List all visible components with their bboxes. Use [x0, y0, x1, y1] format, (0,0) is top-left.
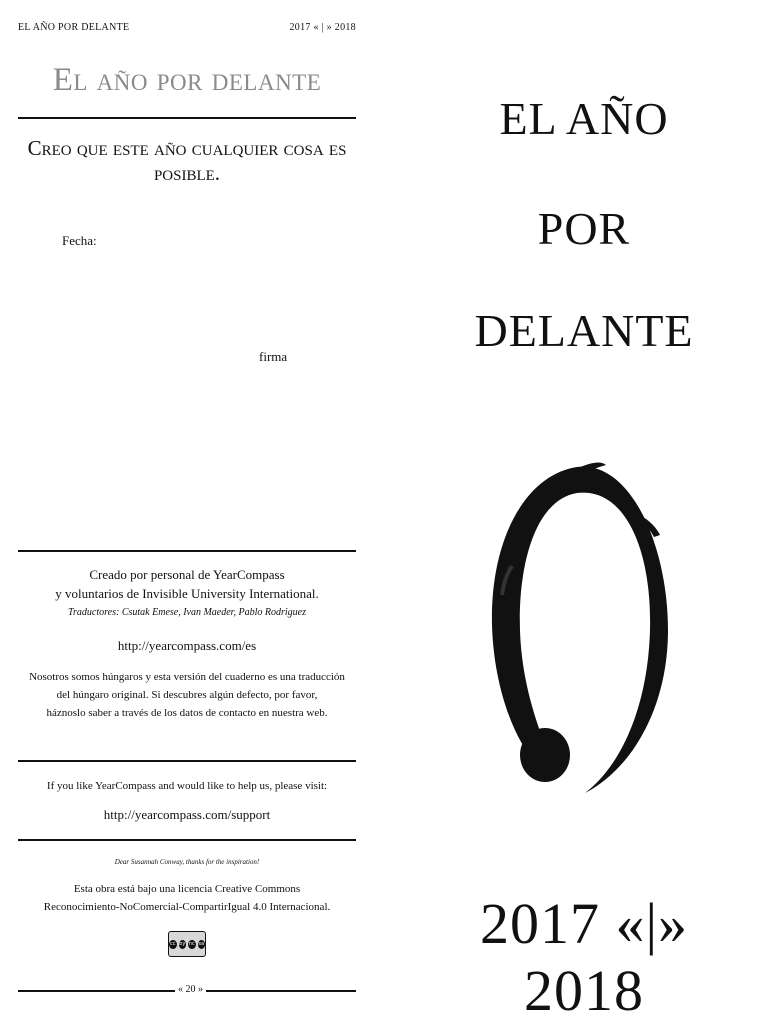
creative-commons-badge-icon[interactable]	[168, 931, 206, 957]
running-header-title: EL AÑO POR DELANTE	[18, 22, 130, 33]
license-divider	[18, 839, 356, 841]
translation-note-line3: háznoslo saber a través de los datos de contacto en nuestra web.	[46, 707, 328, 719]
support-text: If you like YearCompass and would like to help us, please visit:	[46, 780, 328, 792]
support-block	[18, 777, 356, 824]
translation-note-line2: del húngaro original. Si descubres algún defecto, por favor,	[56, 689, 318, 701]
translation-note-line1: Nosotros somos húngaros y esta versión del cuaderno es una traducción	[29, 671, 345, 683]
credits-translators: Traductores: Csutak Emese, Ivan Maeder, Pablo Rodriguez	[68, 607, 306, 618]
license-line2: Reconocimiento-NoComercial-CompartirIgual 4.0 Internacional.	[43, 901, 331, 913]
enso-circle-icon	[480, 455, 680, 800]
credits-line2: y voluntarios de Invisible University International.	[55, 586, 319, 601]
license-line1: Esta obra está bajo una licencia Creative Commons	[73, 883, 301, 895]
running-header-years: 2017 « | » 2018	[289, 22, 356, 33]
license-block	[18, 853, 356, 916]
thanks-note: Dear Susannah Conway, thanks for the inspiration!	[114, 858, 260, 866]
page-subtitle: Creo que este año cualquier cosa es posible.	[27, 136, 347, 185]
credits-block	[18, 565, 356, 722]
cover-title-line1: EL AÑO	[499, 93, 669, 144]
cover-title-line3: DELANTE	[474, 305, 694, 356]
by-icon: by	[179, 940, 186, 947]
website-link[interactable]: http://yearcompass.com/es	[117, 638, 257, 653]
support-divider	[18, 760, 356, 762]
fecha-label: Fecha:	[62, 233, 97, 248]
support-link[interactable]: http://yearcompass.com/support	[103, 807, 271, 822]
cc-icon: cc	[170, 940, 176, 947]
page-number: « 20 »	[175, 984, 206, 995]
cover-title-line2: POR	[537, 203, 631, 254]
sa-icon: sa	[198, 940, 205, 947]
page-title: El año por delante	[52, 62, 322, 98]
title-divider	[18, 117, 356, 119]
firma-label: firma	[259, 349, 288, 364]
credits-line1: Creado por personal de YearCompass	[89, 567, 285, 582]
nc-icon: nc	[188, 940, 195, 947]
cover-years: 2017 «|» 2018	[479, 891, 689, 1023]
credits-divider	[18, 550, 356, 552]
